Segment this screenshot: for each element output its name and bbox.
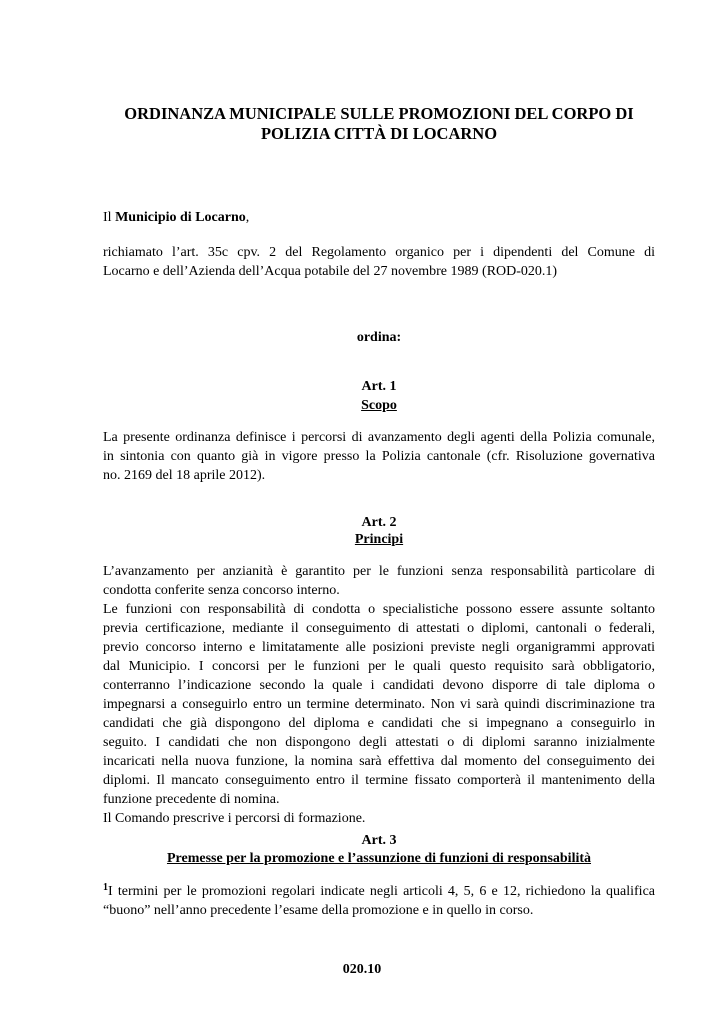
page-footer-code: 020.10	[342, 962, 382, 977]
paragraph-number: 1	[103, 882, 108, 893]
body-line: previo concorso interno e limitatamente alle posizioni previste negli organigrammi approvati	[103, 640, 655, 655]
article-heading-text: Premesse per la promozione e l’assunzione di funzioni di responsabilità	[166, 851, 592, 866]
title-line-1: ORDINANZA MUNICIPALE SULLE PROMOZIONI DEL CORPO DI	[124, 104, 634, 123]
article-heading-text: Scopo	[361, 398, 397, 413]
richiamato-line: Locarno e dell’Azienda dell’Acqua potabile del 27 novembre 1989 (ROD-020.1)	[103, 264, 558, 279]
body-line: previa certificazione, mediante il conseguimento di attestati o diplomi, cantonali o federali,	[103, 621, 655, 636]
body-line: incaricati nella nuova funzione, la nomina sarà effettiva dal momento del conseguimento dei	[103, 754, 655, 769]
body-line: La presente ordinanza definisce i percorsi di avanzamento degli agenti della Polizia comunale,	[103, 430, 655, 445]
body-line	[103, 882, 655, 901]
body-line: seguito. I candidati che non dispongono degli attestati o di diplomi saranno inizialmente	[103, 735, 655, 750]
body-line: candidati che già dispongono del diploma e candidati che si impegnano a conseguirlo in	[103, 716, 655, 731]
richiamato-paragraph	[103, 243, 655, 281]
body-line-text: I termini per le promozioni regolari indicate negli articoli 4, 5, 6 e 12, richiedono la qualifica	[108, 884, 655, 899]
body-line: in sintonia con quanto già in vigore presso la Polizia cantonale (cfr. Risoluzione governativa	[103, 449, 655, 464]
body-line: condotta conferite senza concorso interno.	[103, 583, 340, 598]
richiamato-line: richiamato l’art. 35c cpv. 2 del Regolamento organico per i dipendenti del Comune di	[103, 245, 655, 260]
body-line: “buono” nell’anno precedente l’esame della promozione e in quello in corso.	[103, 903, 534, 918]
body-line: diplomi. Il mancato conseguimento entro il termine fissato comporterà il mantenimento della	[103, 773, 655, 788]
article-number: Art. 2	[361, 515, 397, 530]
article-2-body	[103, 562, 655, 828]
issuer-prefix: Il	[103, 210, 116, 225]
ordina-heading: ordina:	[356, 330, 402, 345]
body-line: funzione precedente di nomina.	[103, 792, 280, 807]
body-line: L’avanzamento per anzianità è garantito per le funzioni senza responsabilità particolare di	[103, 564, 655, 579]
document-title	[90, 104, 668, 144]
article-number: Art. 1	[361, 379, 397, 394]
article-heading	[103, 396, 655, 415]
body-line: Il Comando prescrive i percorsi di formazione.	[103, 811, 366, 826]
article-1-body	[103, 428, 655, 485]
article-heading	[103, 530, 655, 549]
body-line: conterranno l’indicazione secondo la quale i candidati devono disporre di tale diploma o	[103, 678, 655, 693]
body-line: no. 2169 del 18 aprile 2012).	[103, 468, 266, 483]
issuer-name: Municipio di Locarno	[115, 210, 246, 225]
article-heading-text: Principi	[354, 532, 404, 547]
body-line: dal Municipio. I concorsi per le funzioni per le quali questo requisito sarà obbligatorio,	[103, 659, 655, 674]
article-heading	[103, 849, 655, 868]
issuer-suffix: ,	[245, 210, 250, 225]
article-3-body	[103, 882, 655, 920]
issuer-line	[103, 208, 655, 227]
title-line-2: POLIZIA CITTÀ DI LOCARNO	[260, 124, 498, 143]
article-number: Art. 3	[361, 833, 397, 848]
body-line: impegnarsi a conseguirlo entro un termine determinato. Non vi sarà quindi discriminazione tra	[103, 697, 655, 712]
body-line: Le funzioni con responsabilità di condotta o specialistiche possono essere assunte soltanto	[103, 602, 655, 617]
